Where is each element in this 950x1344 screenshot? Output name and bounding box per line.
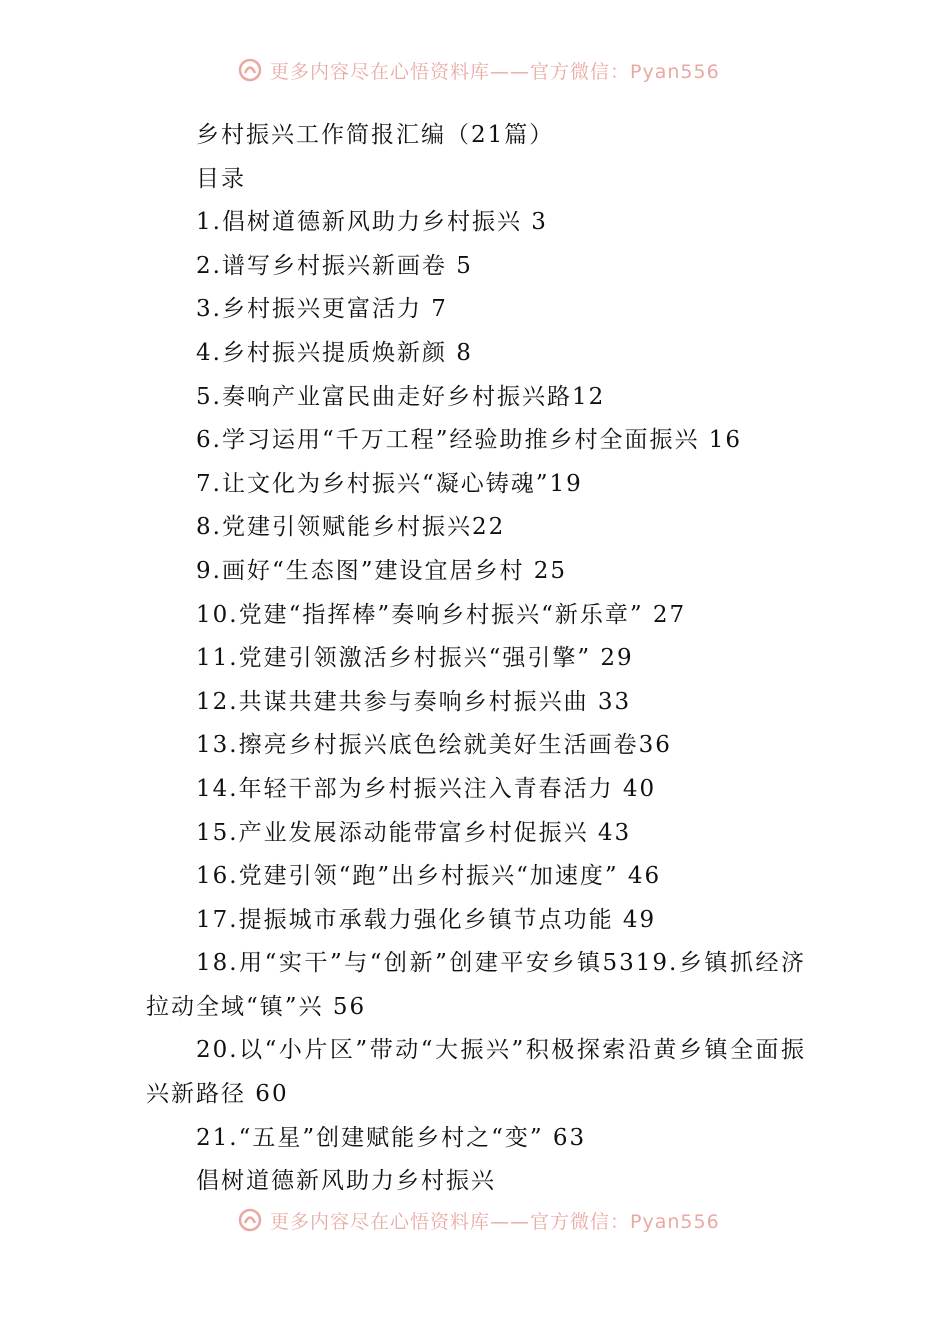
toc-item: 6.学习运用“千万工程”经验助推乡村全面振兴 16 — [196, 427, 743, 454]
toc-item: 7.让文化为乡村振兴“凝心铸魂”19 — [196, 470, 583, 497]
toc-item: 12.共谋共建共参与奏响乡村振兴曲 33 — [196, 688, 632, 715]
toc-item: 14.年轻干部为乡村振兴注入青春活力 40 — [196, 775, 657, 802]
article-title: 倡树道德新风助力乡村振兴 — [196, 1168, 496, 1195]
watermark-text: 更多内容尽在心悟资料库——官方微信：Pyan556 — [270, 60, 720, 83]
watermark-text: 更多内容尽在心悟资料库——官方微信：Pyan556 — [270, 1210, 720, 1233]
document-body — [0, 114, 950, 1204]
toc-item: 11.党建引领激活乡村振兴“强引擎” 29 — [196, 645, 634, 672]
toc-item: 8.党建引领赋能乡村振兴22 — [196, 514, 506, 541]
toc-item: 13.擦亮乡村振兴底色绘就美好生活画卷36 — [196, 732, 672, 759]
toc-heading: 目录 — [196, 165, 246, 192]
toc-item-wrapped: 18.用“实干”与“创新”创建平安乡镇5319.乡镇抓经济拉动全域“镇”兴 56 — [146, 950, 806, 1020]
toc-item: 1.倡树道德新风助力乡村振兴 3 — [196, 209, 548, 236]
toc-item: 3.乡村振兴更富活力 7 — [196, 296, 448, 323]
toc-item: 2.谱写乡村振兴新画卷 5 — [196, 252, 473, 279]
toc-item: 5.奏响产业富民曲走好乡村振兴路12 — [196, 383, 606, 410]
watermark-top — [238, 55, 758, 85]
toc-item: 4.乡村振兴提质焕新颜 8 — [196, 339, 473, 366]
toc-item: 16.党建引领“跑”出乡村振兴“加速度” 46 — [196, 863, 662, 890]
logo-icon — [238, 1208, 262, 1232]
document-title: 乡村振兴工作简报汇编（21篇） — [196, 122, 555, 148]
toc-item: 10.党建“指挥棒”奏响乡村振兴“新乐章” 27 — [196, 601, 687, 628]
watermark-bottom — [238, 1205, 758, 1235]
toc-item: 9.画好“生态图”建设宜居乡村 25 — [196, 557, 568, 584]
toc-item: 15.产业发展添动能带富乡村促振兴 43 — [196, 819, 632, 846]
logo-icon — [238, 58, 262, 82]
toc-item: 21.“五星”创建赋能乡村之“变” 63 — [196, 1124, 587, 1151]
toc-item-wrapped: 20.以“小片区”带动“大振兴”积极探索沿黄乡镇全面振兴新路径 60 — [146, 1037, 806, 1108]
toc-item: 17.提振城市承载力强化乡镇节点功能 49 — [196, 906, 657, 933]
